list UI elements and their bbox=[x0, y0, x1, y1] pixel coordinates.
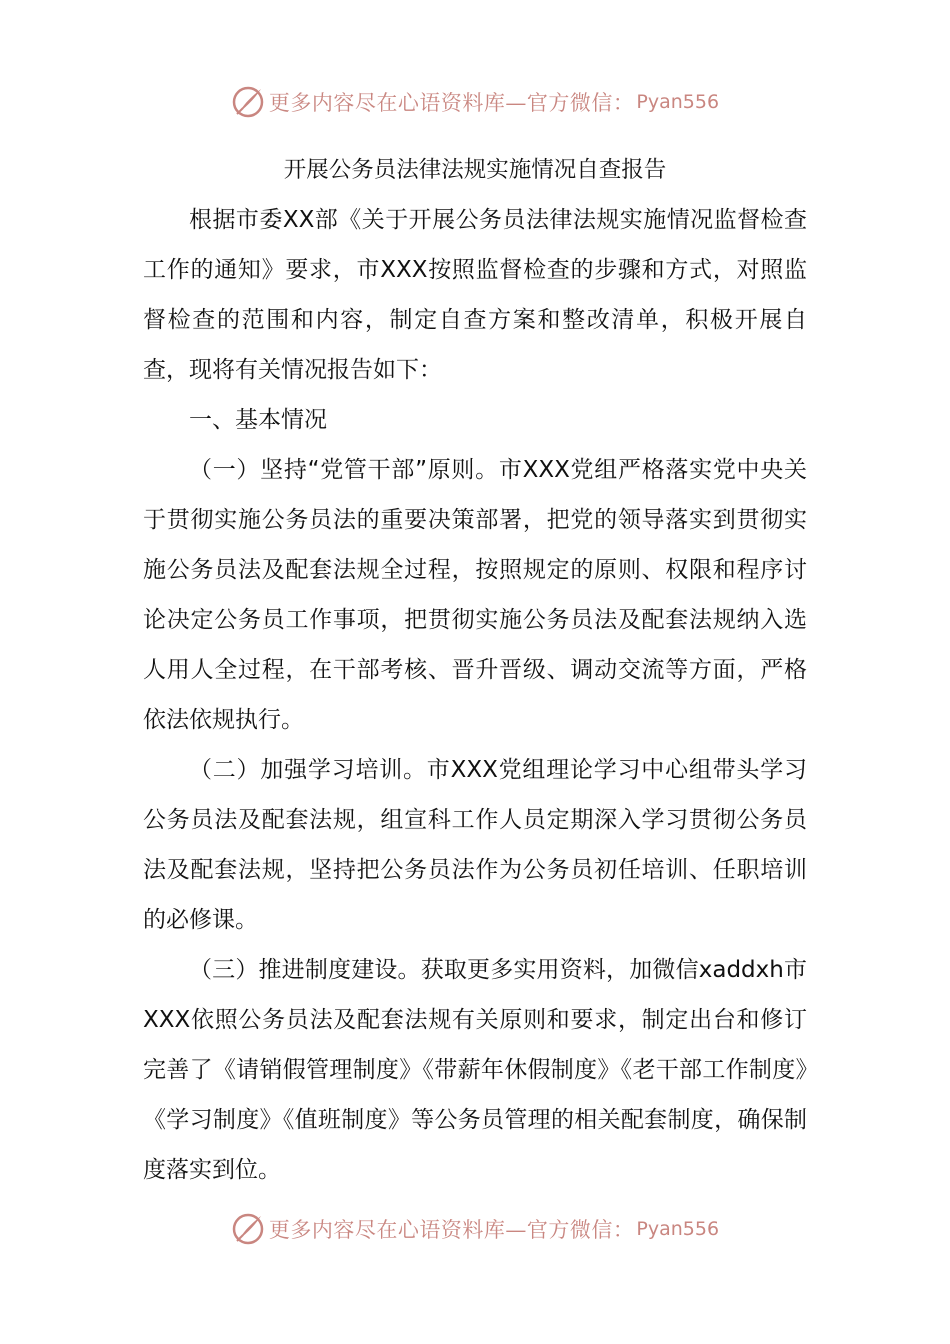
watermark-id: Pyan556 bbox=[636, 91, 720, 113]
section-heading: 一、基本情况 bbox=[189, 407, 327, 433]
paragraph-1: （一）坚持“党管干部”原则。市XXX党组严格落实党中央关于贯彻实施公务员法的重要决策部署，把党的领导落实到贯彻实施公务员法及配套法规全过程，按照规定的原则、权限和程序讨论决定公务员工作事项，把贯彻实施公务员法及配套法规纳入选人用人全过程，在干部考核、晋升晋级、调动交流等方面，严格依法依规执行。 bbox=[143, 457, 807, 733]
watermark-id: Pyan556 bbox=[636, 1218, 720, 1240]
paragraph-3: （三）推进制度建设。获取更多实用资料，加微信xaddxh市XXX依照公务员法及配套法规有关原则和要求，制定出台和修订完善了《请销假管理制度》《带薪年休假制度》《老干部工作制度》《学习制度》《值班制度》等公务员管理的相关配套制度，确保制度落实到位。 bbox=[143, 957, 807, 1183]
quill-logo-icon bbox=[231, 1212, 265, 1246]
watermark-banner-bottom bbox=[0, 1209, 950, 1249]
watermark-banner-top bbox=[0, 82, 950, 122]
watermark-text: 更多内容尽在心语资料库—官方微信： bbox=[268, 91, 635, 115]
document-title: 开展公务员法律法规实施情况自查报告 bbox=[283, 157, 667, 183]
document-body bbox=[143, 195, 807, 1195]
quill-logo-icon bbox=[231, 85, 265, 119]
intro-paragraph: 根据市委XX部《关于开展公务员法律法规实施情况监督检查工作的通知》要求，市XXX按照监督检查的步骤和方式，对照监督检查的范围和内容，制定自查方案和整改清单，积极开展自查，现将有关情况报告如下： bbox=[143, 207, 807, 383]
paragraph-2: （二）加强学习培训。市XXX党组理论学习中心组带头学习公务员法及配套法规，组宣科工作人员定期深入学习贯彻公务员法及配套法规，坚持把公务员法作为公务员初任培训、任职培训的必修课。 bbox=[143, 757, 807, 933]
watermark-text: 更多内容尽在心语资料库—官方微信： bbox=[268, 1218, 635, 1242]
